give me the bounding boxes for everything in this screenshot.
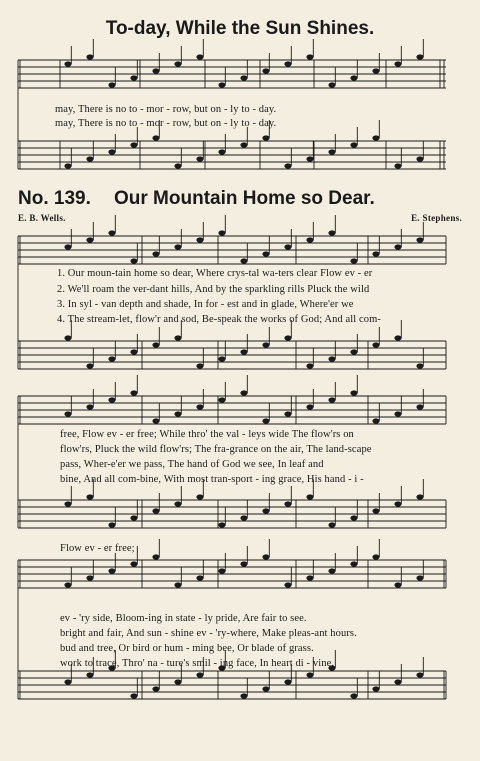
verse-line: 4. The stream-let, flow'r and sod, Be-speak the works of God; And all com- — [57, 314, 382, 325]
notehead — [174, 163, 181, 168]
notehead — [416, 494, 423, 499]
lyricist: E. B. Wells. — [18, 213, 66, 223]
notehead — [416, 54, 423, 59]
notehead — [306, 54, 313, 59]
notehead — [262, 508, 269, 513]
notehead — [218, 82, 225, 87]
notehead — [416, 237, 423, 242]
notehead — [130, 258, 137, 263]
verse-line: free, Flow ev - er free; While thro' the val - leys wide The flow'rs on — [60, 429, 354, 440]
notehead — [416, 156, 423, 161]
notehead — [86, 363, 93, 368]
notehead — [306, 672, 313, 677]
notehead — [174, 501, 181, 506]
notehead — [350, 349, 357, 354]
notehead — [174, 61, 181, 66]
notehead — [196, 575, 203, 580]
notehead — [240, 142, 247, 147]
notehead — [306, 575, 313, 580]
notehead — [284, 335, 291, 340]
notehead — [372, 135, 379, 140]
notehead — [372, 554, 379, 559]
notehead — [130, 142, 137, 147]
hymn-number: No. 139. — [18, 188, 91, 209]
notehead — [328, 522, 335, 527]
notehead — [372, 68, 379, 73]
verse-line: bright and fair, And sun - shine ev - 'ry-where, Make pleas-ant hours. — [60, 628, 357, 639]
notehead — [372, 342, 379, 347]
notehead — [196, 156, 203, 161]
notehead — [372, 251, 379, 256]
verse-line: work to trace, Thro' na - ture's smil - ing face, In heart di - vine. — [60, 658, 335, 669]
notehead — [86, 404, 93, 409]
notehead — [240, 561, 247, 566]
notehead — [174, 335, 181, 340]
notehead — [306, 156, 313, 161]
top-lyric-line-1: may, There is no to - mor - row, but on - ly to - day. — [55, 104, 277, 115]
verse-line: bine, And all com-bine, With most tran-sport - ing grace, His hand - i - — [60, 474, 364, 485]
notehead — [64, 163, 71, 168]
notehead — [86, 156, 93, 161]
notehead — [108, 397, 115, 402]
notehead — [306, 237, 313, 242]
notehead — [130, 349, 137, 354]
notehead — [64, 244, 71, 249]
notehead — [328, 82, 335, 87]
notehead — [372, 686, 379, 691]
verse-line: ev - 'ry side, Bloom-ing in state - ly pride, Are fair to see. — [60, 613, 307, 624]
notehead — [416, 363, 423, 368]
notehead — [284, 501, 291, 506]
notehead — [262, 135, 269, 140]
notehead — [218, 149, 225, 154]
notehead — [328, 568, 335, 573]
notehead — [350, 515, 357, 520]
notehead — [108, 568, 115, 573]
notehead — [218, 230, 225, 235]
notehead — [284, 244, 291, 249]
notehead — [64, 582, 71, 587]
notehead — [152, 686, 159, 691]
notehead — [372, 508, 379, 513]
notehead — [284, 582, 291, 587]
notehead — [86, 237, 93, 242]
notehead — [64, 335, 71, 340]
notehead — [394, 501, 401, 506]
notehead — [284, 411, 291, 416]
notehead — [240, 75, 247, 80]
top-lyric-line-2: may, There is no to - mor - row, but on - ly to - day. — [55, 118, 277, 129]
notehead — [108, 82, 115, 87]
notehead — [240, 515, 247, 520]
notehead — [108, 356, 115, 361]
notehead — [350, 561, 357, 566]
notehead — [152, 342, 159, 347]
notehead — [108, 522, 115, 527]
notehead — [350, 693, 357, 698]
song-title-top: To-day, While the Sun Shines. — [105, 18, 375, 39]
notehead — [394, 335, 401, 340]
notehead — [284, 163, 291, 168]
notehead — [196, 494, 203, 499]
hymn-header — [18, 188, 462, 210]
notehead — [152, 418, 159, 423]
hymn-title: Our Mountain Home so Dear. — [114, 188, 375, 209]
notehead — [328, 356, 335, 361]
notehead — [130, 75, 137, 80]
notehead — [174, 411, 181, 416]
notehead — [262, 418, 269, 423]
verse-line: 2. We'll roam the ver-dant hills, And by the sparkling rills Pluck the wild — [57, 284, 370, 295]
notehead — [262, 251, 269, 256]
notehead — [174, 679, 181, 684]
notehead — [64, 61, 71, 66]
notehead — [416, 575, 423, 580]
notehead — [306, 363, 313, 368]
notehead — [240, 390, 247, 395]
notehead — [394, 244, 401, 249]
notehead — [394, 163, 401, 168]
credits — [18, 213, 462, 223]
notehead — [284, 679, 291, 684]
notehead — [152, 554, 159, 559]
notehead — [130, 515, 137, 520]
notehead — [86, 672, 93, 677]
notehead — [174, 582, 181, 587]
notehead — [218, 522, 225, 527]
notehead — [152, 251, 159, 256]
verse-line: flow'rs, Pluck the wild flow'rs; The fra-grance on the air, The land-scape — [60, 444, 372, 455]
notehead — [152, 508, 159, 513]
notehead — [262, 68, 269, 73]
notehead — [394, 61, 401, 66]
notehead — [218, 397, 225, 402]
verse-line: pass, Wher-e'er we pass, The hand of God we see, In leaf and — [60, 459, 324, 470]
notehead — [64, 411, 71, 416]
notehead — [130, 561, 137, 566]
notehead — [152, 135, 159, 140]
notehead — [262, 554, 269, 559]
notehead — [394, 679, 401, 684]
notehead — [218, 568, 225, 573]
notehead — [394, 582, 401, 587]
notehead — [196, 54, 203, 59]
notehead — [306, 404, 313, 409]
notehead — [196, 672, 203, 677]
composer: E. Stephens. — [411, 213, 462, 223]
notehead — [350, 390, 357, 395]
bass-lyric: Flow ev - er free; — [60, 543, 135, 554]
notehead — [108, 149, 115, 154]
notehead — [262, 342, 269, 347]
notehead — [64, 501, 71, 506]
notehead — [328, 397, 335, 402]
notehead — [218, 356, 225, 361]
notehead — [196, 404, 203, 409]
notehead — [328, 230, 335, 235]
notehead — [240, 349, 247, 354]
verse-line: 3. In syl - van depth and shade, In for - est and in glade, Where'er we — [57, 299, 354, 310]
notehead — [240, 693, 247, 698]
notehead — [174, 244, 181, 249]
notehead — [130, 693, 137, 698]
notehead — [350, 142, 357, 147]
notehead — [372, 418, 379, 423]
notehead — [196, 363, 203, 368]
verse-line: 1. Our moun-tain home so dear, Where crys-tal wa-ters clear Flow ev - er — [57, 268, 373, 279]
notehead — [394, 411, 401, 416]
notehead — [196, 237, 203, 242]
notehead — [328, 149, 335, 154]
notehead — [350, 258, 357, 263]
notehead — [130, 390, 137, 395]
notehead — [64, 679, 71, 684]
notehead — [152, 68, 159, 73]
notehead — [86, 494, 93, 499]
notehead — [306, 494, 313, 499]
notehead — [416, 672, 423, 677]
notehead — [240, 258, 247, 263]
notehead — [86, 575, 93, 580]
notehead — [86, 54, 93, 59]
notehead — [350, 75, 357, 80]
verse-line: bud and tree, Or bird or hum - ming bee, Or blade of grass. — [60, 643, 314, 654]
notehead — [262, 686, 269, 691]
notehead — [416, 404, 423, 409]
notehead — [108, 230, 115, 235]
notehead — [284, 61, 291, 66]
